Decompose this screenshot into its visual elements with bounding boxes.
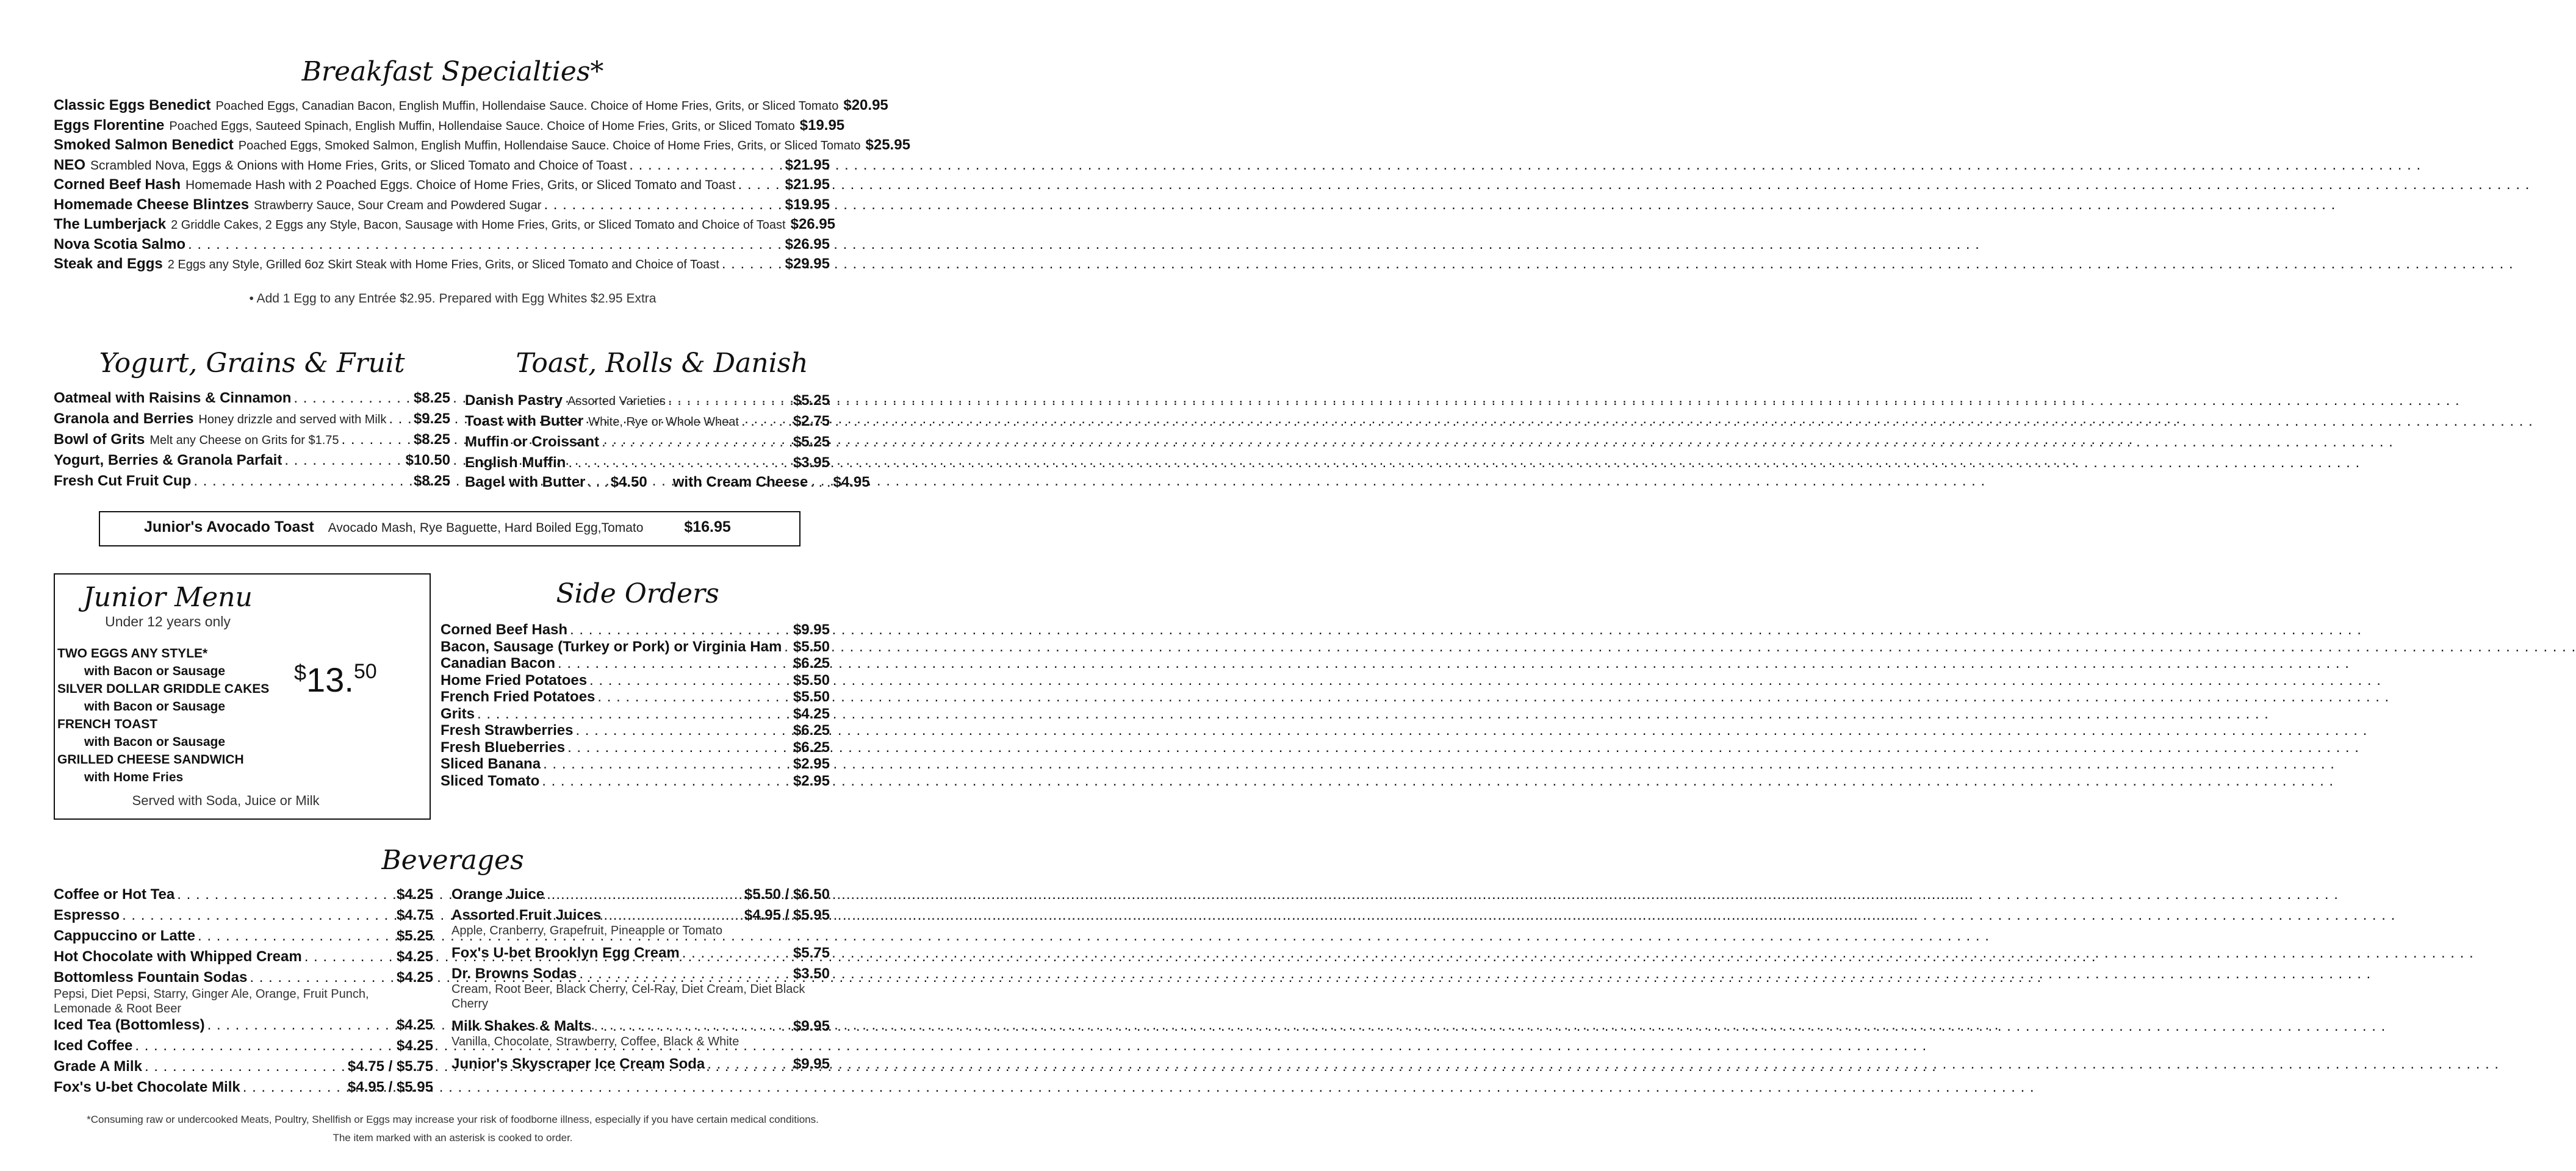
beverage-item-row: [452, 965, 830, 983]
breakfast-item-row: [54, 96, 888, 115]
toast-item-price: $5.25: [793, 434, 830, 450]
yogurt-item-row: [54, 431, 450, 449]
breakfast-item-name: The Lumberjack: [54, 216, 167, 232]
breakfast-item-price: $19.95: [799, 116, 845, 134]
beverage-item-price: $5.75: [793, 945, 830, 961]
footer-line1: *Consuming raw or undercooked Meats, Poultry, Shellfish or Eggs may increase your risk of foodborne illness, especially if you have certain medical conditions.: [87, 1114, 819, 1125]
beverages-title: Beverages: [381, 845, 524, 876]
toast-item-desc: Assorted Varieties: [567, 395, 666, 408]
breakfast-item-row: [54, 196, 830, 215]
toast-item-name: Danish Pastry: [465, 392, 563, 409]
side-item-leader: [575, 722, 791, 740]
yogurt-item-price: $8.25: [413, 390, 450, 406]
breakfast-item-desc: Strawberry Sauce, Sour Cream and Powdered Sugar: [254, 198, 542, 212]
breakfast-item-row: [54, 255, 830, 274]
side-item-leader: [589, 671, 791, 690]
breakfast-item-name: Steak and Eggs: [54, 256, 163, 272]
beverage-item-options: Pepsi, Diet Pepsi, Starry, Ginger Ale, Orange, Fruit Punch, Lemonade & Root Beer: [54, 987, 369, 1015]
bagel-cream-name: with Cream Cheese: [672, 474, 808, 490]
breakfast-item-desc: Homemade Hash with 2 Poached Eggs. Choice of Home Fries, Grits, or Sliced Tomato and Toast: [185, 178, 736, 192]
toast-item-desc: White, Rye or Whole Wheat: [588, 415, 739, 429]
side-item-price: $4.25: [793, 705, 830, 722]
beverage-item-price: $9.95: [793, 1018, 830, 1034]
beverage-item-row: [452, 886, 830, 904]
side-item-leader: [567, 739, 791, 757]
beverage-item-price: $4.25: [396, 1017, 433, 1033]
beverage-item-row: [54, 927, 433, 945]
side-item-name: Grits: [441, 705, 475, 722]
yogurt-item-price: $10.50: [405, 452, 450, 468]
side-item-name: Home Fried Potatoes: [441, 671, 588, 689]
yogurt-item-leader: [193, 472, 411, 490]
yogurt-item-name: Granola and Berries: [54, 410, 194, 427]
beverage-item-options: Apple, Cranberry, Grapefruit, Pineapple or Tomato: [452, 924, 722, 937]
breakfast-item-price: $26.95: [785, 235, 830, 252]
junior-title: Junior Menu: [83, 582, 253, 613]
beverage-item-leader: [547, 886, 742, 904]
breakfast-item-desc: Poached Eggs, Canadian Bacon, English Muffin, Hollendaise Sauce. Choice of Home Fries, Grits, or Sliced Tomato: [215, 99, 839, 113]
sides-title: Side Orders: [556, 578, 719, 609]
junior-price-cents: 50: [353, 660, 377, 683]
junior-footer: Served with Soda, Juice or Milk: [132, 793, 320, 808]
side-item-price: $5.50: [793, 638, 830, 655]
toast-item-name: English Muffin: [465, 454, 566, 471]
beverage-item-leader: [135, 1037, 394, 1055]
toast-item-leader: [602, 433, 791, 451]
breakfast-item-leader: [738, 176, 783, 194]
yogurt-item-row: [54, 410, 450, 429]
side-item-row: [441, 654, 830, 673]
breakfast-item-desc: Scrambled Nova, Eggs & Onions with Home Fries, Grits, or Sliced Tomato and Choice of Toast: [90, 158, 627, 173]
yogurt-item-price: $8.25: [413, 431, 450, 448]
beverage-item-row: [452, 944, 830, 962]
beverage-item-name: Espresso: [54, 907, 120, 923]
side-item-name: Fresh Strawberries: [441, 722, 574, 739]
yogurt-title: Yogurt, Grains & Fruit: [99, 348, 405, 379]
side-item-row: [441, 722, 830, 740]
beverage-item-name: Fox's U-bet Chocolate Milk: [54, 1079, 240, 1095]
side-item-name: Sliced Tomato: [441, 772, 540, 789]
breakfast-item-row: [54, 235, 830, 254]
yogurt-item-name: Oatmeal with Raisins & Cinnamon: [54, 390, 292, 406]
beverage-item-leader: [304, 948, 394, 966]
breakfast-item-row: [54, 116, 845, 135]
breakfast-item-price: $26.95: [790, 216, 835, 232]
avocado-price: $16.95: [684, 518, 731, 535]
side-item-price: $9.95: [793, 621, 830, 638]
yogurt-item-price: $9.25: [413, 410, 450, 427]
toast-item-row: [465, 454, 830, 472]
side-item-name: Sliced Banana: [441, 756, 541, 772]
breakfast-item-desc: Poached Eggs, Sauteed Spinach, English Muffin, Hollendaise Sauce. Choice of Home Fries, Grits, or Sliced Tomato: [169, 119, 795, 133]
beverage-item-row: [54, 969, 433, 987]
beverage-item-leader: [177, 886, 394, 904]
breakfast-item-leader: [722, 255, 783, 273]
junior-price: [294, 660, 377, 700]
toast-item-row: [465, 412, 830, 431]
toast-item-price: $3.95: [793, 454, 830, 471]
toast-item-price: $2.75: [793, 413, 830, 429]
beverage-item-row: [54, 1016, 433, 1034]
side-item-name: Bacon, Sausage (Turkey or Pork) or Virginia Ham: [441, 638, 782, 655]
beverage-item-row: [54, 886, 433, 904]
toast-item-leader: [668, 392, 791, 410]
side-item-leader: [543, 755, 791, 773]
beverage-item-price: $4.25: [396, 969, 433, 986]
breakfast-item-row: [54, 156, 830, 175]
beverage-item-row: [54, 906, 433, 925]
side-item-name: Fresh Blueberries: [441, 739, 566, 756]
breakfast-item-leader: [544, 196, 782, 214]
beverage-item-leader: [603, 906, 741, 925]
breakfast-item-leader: [629, 156, 782, 174]
breakfast-item-name: Smoked Salmon Benedict: [54, 137, 234, 153]
yogurt-item-leader: [342, 431, 411, 449]
yogurt-item-name: Fresh Cut Fruit Cup: [54, 473, 192, 489]
breakfast-item-name: Nova Scotia Salmo: [54, 235, 186, 252]
breakfast-item-price: $29.95: [785, 256, 830, 272]
side-item-leader: [542, 772, 791, 790]
footer-line2: The item marked with an asterisk is cooked to order.: [333, 1132, 573, 1144]
side-item-name: Corned Beef Hash: [441, 621, 568, 638]
beverage-item-price: $4.95 / $5.95: [744, 907, 830, 923]
toast-item-row: [465, 433, 830, 451]
bagel-row: Bagel with Butter . . . $4.50 with Cream Cheese . . . $4.95: [465, 474, 870, 490]
yogurt-item-leader: [389, 410, 411, 428]
beverage-item-name: Cappuccino or Latte: [54, 928, 196, 944]
beverage-item-name: Orange Juice: [452, 886, 545, 903]
side-item-price: $2.95: [793, 772, 830, 789]
junior-price-dollar: $: [294, 660, 307, 685]
side-item-name: French Fried Potatoes: [441, 689, 595, 705]
side-item-row: [441, 739, 830, 757]
beverage-item-price: $5.50 / $6.50: [744, 886, 830, 903]
yogurt-item-name: Yogurt, Berries & Granola Parfait: [54, 452, 282, 468]
toast-item-name: Muffin or Croissant: [465, 434, 599, 450]
yogurt-item-desc: Honey drizzle and served with Milk: [198, 413, 387, 426]
yogurt-item-desc: Melt any Cheese on Grits for $1.75: [149, 434, 339, 447]
breakfast-item-price: $21.95: [785, 156, 830, 173]
avocado-name: Junior's Avocado Toast: [144, 518, 314, 535]
yogurt-item-leader: [284, 451, 403, 470]
beverage-item-name: Grade A Milk: [54, 1058, 142, 1075]
breakfast-item-price: $21.95: [785, 176, 830, 193]
breakfast-item-row: [54, 136, 910, 155]
breakfast-title: Breakfast Specialties*: [301, 56, 604, 87]
beverage-item-price: $3.50: [793, 965, 830, 982]
side-item-row: [441, 705, 830, 723]
side-item-leader: [477, 705, 791, 723]
beverage-item-row: [54, 1078, 433, 1097]
yogurt-item-row: [54, 451, 450, 470]
breakfast-item-price: $25.95: [865, 137, 910, 153]
beverage-item-name: Iced Coffee: [54, 1037, 133, 1054]
beverage-item-leader: [122, 906, 394, 925]
beverage-item-name: Iced Tea (Bottomless): [54, 1017, 205, 1033]
beverage-item-price: $4.75 / $5.75: [347, 1058, 433, 1075]
bagel-name: Bagel with Butter: [465, 474, 586, 490]
side-item-row: [441, 688, 830, 706]
breakfast-item-name: Corned Beef Hash: [54, 176, 181, 193]
beverage-item-row: [452, 1017, 830, 1036]
beverage-item-row: [54, 1037, 433, 1055]
side-item-price: $6.25: [793, 739, 830, 756]
beverage-item-row: [452, 906, 830, 925]
beverage-item-leader: [250, 969, 394, 987]
beverage-item-price: $4.25: [396, 948, 433, 965]
toast-title: Toast, Rolls & Danish: [516, 348, 808, 379]
breakfast-item-name: Eggs Florentine: [54, 116, 165, 134]
breakfast-note: • Add 1 Egg to any Entrée $2.95. Prepared with Egg Whites $2.95 Extra: [249, 292, 657, 306]
beverage-item-name: Hot Chocolate with Whipped Cream: [54, 948, 302, 965]
beverage-item-price: $5.25: [396, 928, 433, 944]
breakfast-item-price: $19.95: [785, 196, 830, 213]
beverage-item-row: [54, 1058, 433, 1076]
beverage-item-name: Assorted Fruit Juices: [452, 907, 602, 923]
breakfast-item-desc: 2 Griddle Cakes, 2 Eggs any Style, Bacon, Sausage with Home Fries, Grits, or Sliced Tomato and Choice of Toast: [171, 218, 786, 232]
yogurt-item-row: [54, 472, 450, 490]
side-item-row: [441, 772, 830, 790]
beverage-item-leader: [145, 1058, 345, 1076]
side-item-name: Canadian Bacon: [441, 655, 556, 671]
side-item-price: $6.25: [793, 722, 830, 739]
side-item-price: $5.50: [793, 689, 830, 705]
breakfast-item-name: Classic Eggs Benedict: [54, 97, 211, 113]
beverage-item-options: Vanilla, Chocolate, Strawberry, Coffee, Black & White: [452, 1035, 739, 1048]
beverage-item-options: Cream, Root Beer, Black Cherry, Cel-Ray, Diet Cream, Diet Black Cherry: [452, 983, 805, 1011]
breakfast-item-name: NEO: [54, 156, 86, 173]
side-item-row: [441, 638, 830, 656]
bagel-price: $4.50: [610, 474, 647, 490]
beverage-item-leader: [198, 927, 394, 945]
avocado-box: [99, 511, 801, 546]
breakfast-item-row: [54, 215, 835, 234]
yogurt-item-row: [54, 389, 450, 407]
beverage-item-name: Junior's Skyscraper Ice Cream Soda: [452, 1056, 705, 1072]
beverage-item-leader: [682, 944, 791, 962]
yogurt-item-leader: [293, 389, 411, 407]
junior-price-main: 13.: [306, 661, 354, 699]
toast-item-name: Toast with Butter: [465, 413, 584, 429]
junior-menu-line: with Home Fries: [84, 770, 184, 784]
side-item-leader: [570, 621, 791, 639]
side-item-leader: [597, 688, 791, 706]
yogurt-item-price: $8.25: [413, 473, 450, 489]
junior-menu-line: SILVER DOLLAR GRIDDLE CAKES: [57, 682, 270, 696]
yogurt-item-name: Bowl of Grits: [54, 431, 145, 448]
bagel-cream-price: $4.95: [833, 474, 870, 490]
side-item-row: [441, 755, 830, 773]
breakfast-item-desc: Poached Eggs, Smoked Salmon, English Muffin, Hollendaise Sauce. Choice of Home Fries, Grits, or Sliced Tomato: [238, 139, 861, 152]
breakfast-item-name: Homemade Cheese Blintzes: [54, 196, 250, 213]
side-item-leader: [784, 638, 791, 656]
beverage-item-price: $9.95: [793, 1056, 830, 1072]
beverage-item-row: [54, 948, 433, 966]
beverage-item-leader: [707, 1055, 791, 1073]
beverage-item-name: Dr. Browns Sodas: [452, 965, 577, 982]
side-item-leader: [558, 654, 791, 673]
side-item-price: $6.25: [793, 655, 830, 671]
breakfast-item-desc: 2 Eggs any Style, Grilled 6oz Skirt Steak with Home Fries, Grits, or Sliced Tomato and Choice of Toast: [167, 258, 719, 271]
toast-item-row: [465, 392, 830, 410]
beverage-item-price: $4.95 / $5.95: [347, 1079, 433, 1095]
beverage-item-name: Coffee or Hot Tea: [54, 886, 175, 903]
breakfast-item-price: $20.95: [843, 97, 888, 113]
beverage-item-leader: [243, 1078, 345, 1097]
junior-subtitle: Under 12 years only: [105, 614, 231, 629]
side-item-row: [441, 671, 830, 690]
junior-menu-line: with Bacon or Sausage: [84, 735, 226, 749]
junior-menu-line: with Bacon or Sausage: [84, 664, 226, 678]
toast-item-leader: [741, 412, 791, 431]
toast-item-leader: [568, 454, 791, 472]
beverage-item-price: $4.75: [396, 907, 433, 923]
junior-menu-line: with Bacon or Sausage: [84, 700, 226, 714]
side-item-price: $5.50: [793, 671, 830, 689]
beverage-item-row: [452, 1055, 830, 1073]
beverage-item-leader: [207, 1016, 394, 1034]
breakfast-item-leader: [188, 235, 783, 254]
beverage-item-name: Milk Shakes & Malts: [452, 1018, 592, 1034]
junior-menu-line: FRENCH TOAST: [57, 717, 158, 731]
beverage-item-price: $4.25: [396, 886, 433, 903]
beverage-item-name: Fox's U-bet Brooklyn Egg Cream: [452, 945, 680, 961]
side-item-price: $2.95: [793, 756, 830, 772]
avocado-desc: Avocado Mash, Rye Baguette, Hard Boiled Egg,Tomato: [328, 521, 644, 535]
breakfast-item-row: [54, 176, 830, 195]
beverage-item-leader: [579, 965, 791, 983]
junior-menu-line: TWO EGGS ANY STYLE*: [57, 646, 208, 661]
junior-menu-box: [54, 573, 431, 820]
beverage-item-name: Bottomless Fountain Sodas: [54, 969, 248, 986]
toast-item-price: $5.25: [793, 392, 830, 409]
beverage-item-price: $4.25: [396, 1037, 433, 1054]
beverage-item-leader: [594, 1017, 791, 1036]
side-item-row: [441, 621, 830, 639]
junior-menu-line: GRILLED CHEESE SANDWICH: [57, 753, 244, 767]
